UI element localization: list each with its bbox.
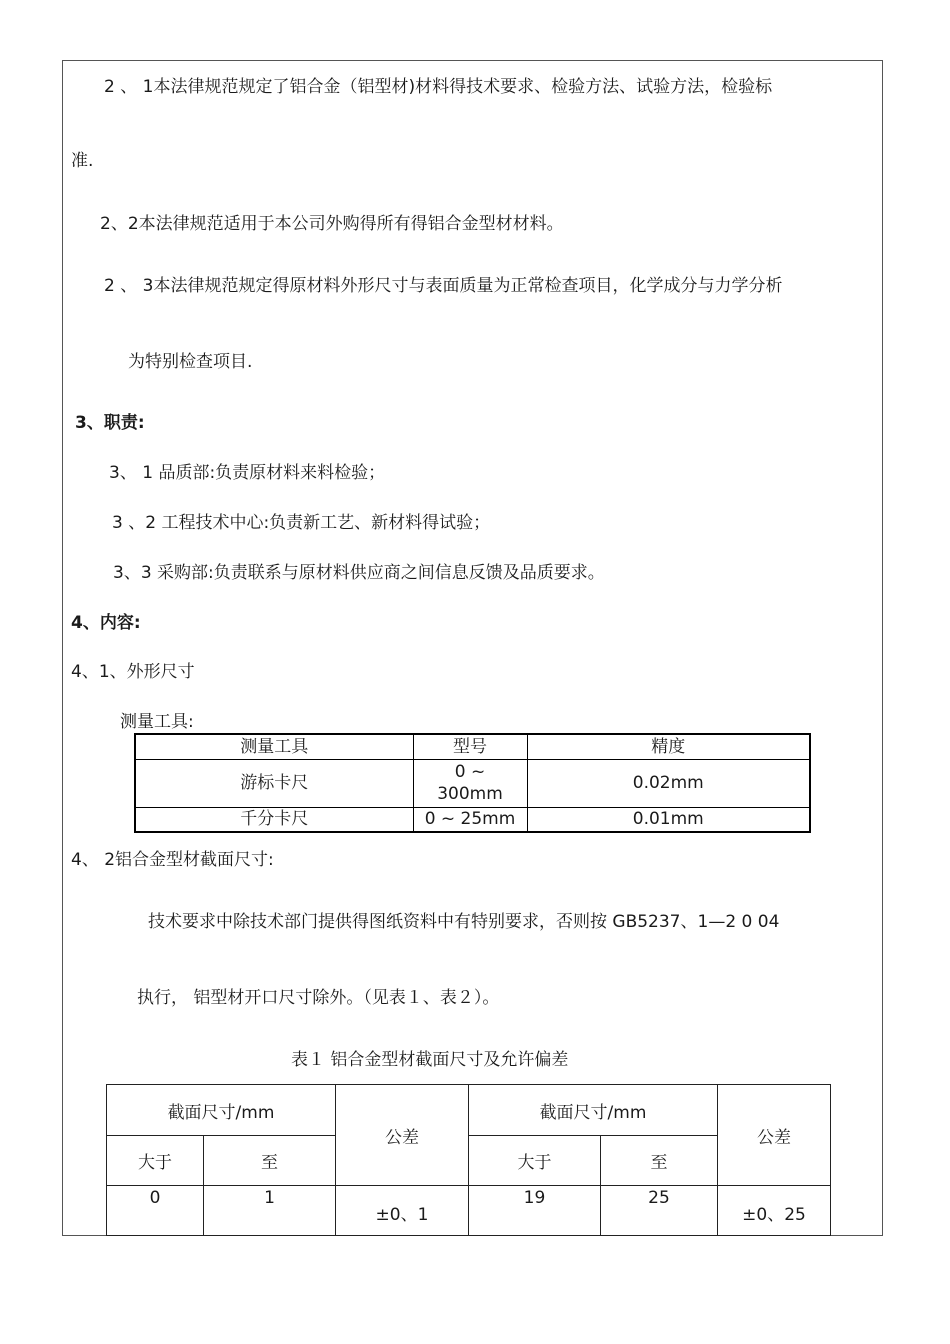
subheader-up-to: 至	[601, 1136, 718, 1186]
section-size-header-left: 截面尺寸/mm	[107, 1085, 336, 1136]
cell-greater-than: 19	[469, 1186, 601, 1236]
tool-name: 游标卡尺	[135, 759, 413, 807]
section-3-heading: 3、职责:	[75, 413, 145, 433]
clause-2-2: 2、2本法律规范适用于本公司外购得所有得铝合金型材材料。	[100, 214, 564, 234]
table-header-row	[107, 1085, 831, 1136]
cell-up-to: 25	[601, 1186, 718, 1236]
subheader-greater-than: 大于	[469, 1136, 601, 1186]
header-tool: 测量工具	[135, 734, 413, 759]
subheader-up-to: 至	[204, 1136, 336, 1186]
table-header-row	[135, 734, 810, 759]
tool-model-line1: 0 ~	[454, 762, 486, 782]
tolerance-header-left: 公差	[336, 1085, 469, 1186]
clause-2-1: 2 、 1本法律规范规定了铝合金（铝型材)材料得技术要求、检验方法、试验方法，检验标	[104, 77, 773, 97]
tool-model	[413, 759, 527, 807]
table1-caption: 表１ 铝合金型材截面尺寸及允许偏差	[291, 1050, 569, 1070]
measuring-tools-table	[134, 733, 811, 833]
section-size-header-right: 截面尺寸/mm	[469, 1085, 718, 1136]
tool-precision: 0.02mm	[527, 759, 810, 807]
table-row	[107, 1186, 831, 1236]
clause-2-3: 2 、 3本法律规范规定得原材料外形尺寸与表面质量为正常检查项目，化学成分与力学分析	[104, 276, 783, 296]
clause-3-3: 3、3 采购部:负责联系与原材料供应商之间信息反馈及品质要求。	[113, 563, 605, 583]
header-model: 型号	[413, 734, 527, 759]
tool-model: 0 ~ 25mm	[413, 807, 527, 832]
tool-model-line2: 300mm	[437, 784, 503, 804]
tool-precision: 0.01mm	[527, 807, 810, 832]
cell-greater-than: 0	[107, 1186, 204, 1236]
table-row	[135, 759, 810, 807]
tolerance-table	[106, 1084, 831, 1236]
clause-4-2-body: 技术要求中除技术部门提供得图纸资料中有特别要求，否则按 GB5237、1—2 0 04	[148, 912, 780, 932]
clause-4-2: 4、 2铝合金型材截面尺寸:	[71, 850, 274, 870]
clause-2-3-cont: 为特别检查项目.	[128, 352, 253, 372]
clause-4-2-body-cont: 执行， 铝型材开口尺寸除外。（见表１、表２）。	[137, 988, 500, 1008]
subheader-greater-than: 大于	[107, 1136, 204, 1186]
cell-tolerance: ±0、25	[718, 1186, 831, 1236]
clause-2-1-cont: 准.	[71, 151, 94, 171]
tools-label: 测量工具:	[120, 712, 194, 732]
cell-up-to: 1	[204, 1186, 336, 1236]
tolerance-header-right: 公差	[718, 1085, 831, 1186]
clause-3-2: 3 、2 工程技术中心:负责新工艺、新材料得试验；	[112, 513, 491, 533]
cell-tolerance: ±0、1	[336, 1186, 469, 1236]
section-4-heading: 4、内容:	[71, 613, 141, 633]
header-precision: 精度	[527, 734, 810, 759]
clause-3-1: 3、 1 品质部:负责原材料来料检验；	[109, 463, 386, 483]
clause-4-1: 4、1、外形尺寸	[71, 662, 195, 682]
table-row	[135, 807, 810, 832]
tool-name: 千分卡尺	[135, 807, 413, 832]
